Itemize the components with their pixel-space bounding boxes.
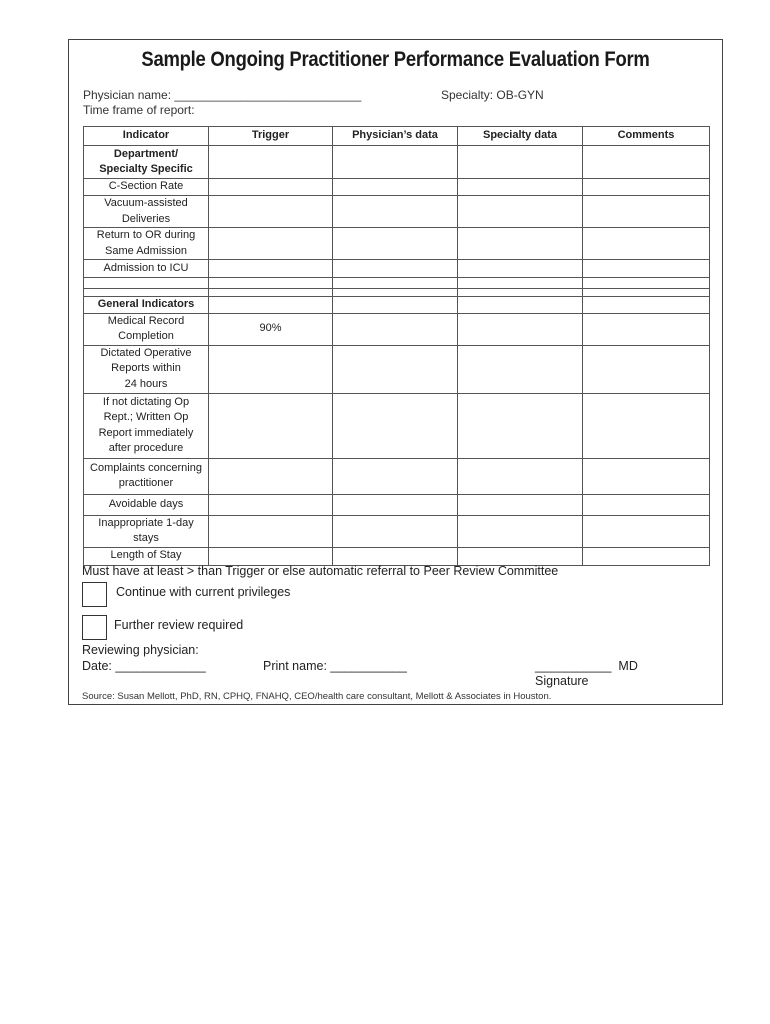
form-title: Sample Ongoing Practitioner Performance Evaluation Form: [141, 48, 650, 71]
row-label-icu: Admission to ICU: [84, 260, 209, 278]
header-comments: Comments: [583, 127, 710, 146]
row-label-dictated: Dictated Operative Reports within 24 hours: [84, 345, 209, 393]
trigger-medical-record: 90%: [209, 313, 333, 345]
reviewing-physician-label: Reviewing physician:: [82, 643, 199, 657]
table-row: [84, 547, 710, 565]
referral-note: Must have at least > than Trigger or else automatic referral to Peer Review Committee: [82, 564, 559, 578]
further-review-label: Further review required: [114, 618, 244, 632]
further-review-checkbox[interactable]: [82, 615, 107, 640]
form-frame: [68, 39, 723, 705]
header-trigger: Trigger: [209, 127, 333, 146]
row-label-general: General Indicators: [84, 297, 209, 314]
table-row: [84, 196, 710, 228]
table-row: [84, 146, 710, 179]
signature-line: ___________ MD: [535, 659, 638, 673]
table-row: [84, 313, 710, 345]
table-row: [84, 393, 710, 458]
row-label-not-dictating: If not dictating Op Rept.; Written Op Report immediately after procedure: [84, 393, 209, 458]
row-label-avoidable: Avoidable days: [84, 494, 209, 515]
source-citation: Source: Susan Mellott, PhD, RN, CPHQ, FNAHQ, CEO/health care consultant, Mellott & Associates in Houston.: [82, 691, 552, 702]
table-row: [84, 515, 710, 547]
table-row: [84, 345, 710, 393]
table-row: [84, 458, 710, 494]
continue-privileges-label: Continue with current privileges: [116, 585, 291, 599]
row-label-dept: Department/ Specialty Specific: [84, 146, 209, 179]
header-specialty-data: Specialty data: [458, 127, 583, 146]
continue-privileges-checkbox[interactable]: [82, 582, 107, 607]
table-row: [84, 297, 710, 314]
table-row-blank: [84, 289, 710, 297]
specialty-label: Specialty: OB-GYN: [441, 88, 544, 102]
header-physician-data: Physician’s data: [333, 127, 458, 146]
row-label-inappropriate: Inappropriate 1-day stays: [84, 515, 209, 547]
table-header-row: [84, 127, 710, 146]
row-label-csection: C-Section Rate: [84, 179, 209, 196]
row-label-medical-record: Medical Record Completion: [84, 313, 209, 345]
signature-label: Signature: [535, 674, 589, 688]
row-label-length: Length of Stay: [84, 547, 209, 565]
table-row-blank: [84, 278, 710, 289]
evaluation-table: [83, 126, 710, 566]
row-label-complaints: Complaints concerning practitioner: [84, 458, 209, 494]
table-row: [84, 260, 710, 278]
table-row: [84, 494, 710, 515]
physician-name-field: Physician name: ____________________________: [83, 88, 362, 102]
header-indicator: Indicator: [84, 127, 209, 146]
date-field: Date: _____________: [82, 659, 206, 673]
table-row: [84, 228, 710, 260]
print-name-field: Print name: ___________: [263, 659, 407, 673]
row-label-return-or: Return to OR during Same Admission: [84, 228, 209, 260]
row-label-vacuum: Vacuum-assisted Deliveries: [84, 196, 209, 228]
table-row: [84, 179, 710, 196]
time-frame-field: Time frame of report:: [83, 103, 195, 117]
